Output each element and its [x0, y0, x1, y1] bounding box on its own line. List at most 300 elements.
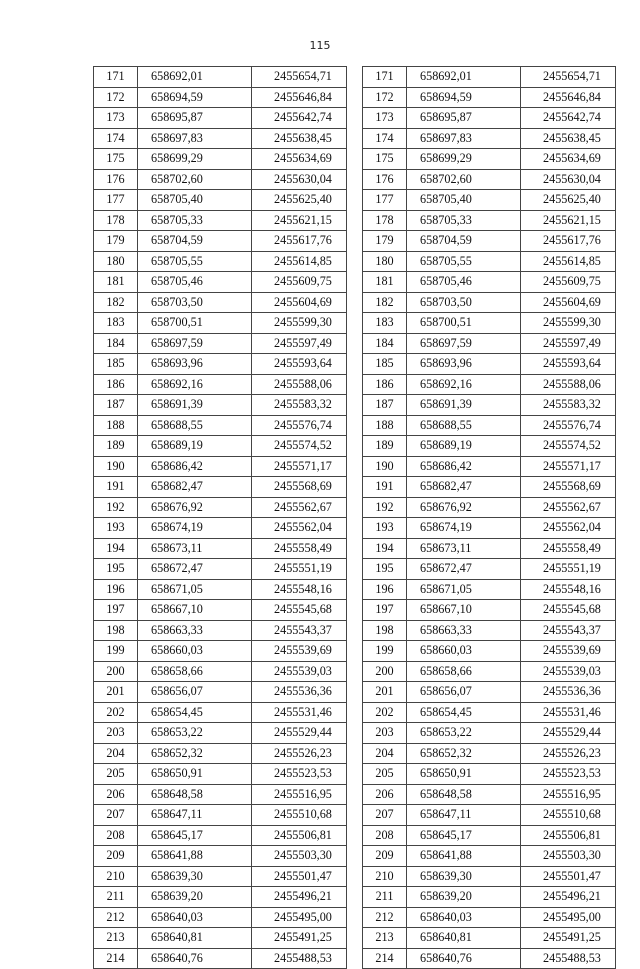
y-coordinate-cell: 2455609,75 [521, 272, 616, 293]
x-coordinate-cell: 658689,19 [407, 436, 521, 457]
x-coordinate-cell: 658640,03 [138, 907, 252, 928]
point-number-cell: 203 [94, 723, 138, 744]
table-row [363, 374, 616, 395]
x-coordinate-cell: 658697,59 [138, 333, 252, 354]
y-coordinate-cell: 2455568,69 [252, 477, 347, 498]
table-row [94, 251, 347, 272]
point-number-cell: 201 [94, 682, 138, 703]
table-row [363, 415, 616, 436]
table-row [363, 579, 616, 600]
point-number-cell: 175 [363, 149, 407, 170]
point-number-cell: 186 [363, 374, 407, 395]
point-number-cell: 206 [363, 784, 407, 805]
point-number-cell: 178 [363, 210, 407, 231]
point-number-cell: 190 [363, 456, 407, 477]
x-coordinate-cell: 658645,17 [138, 825, 252, 846]
table-row [94, 374, 347, 395]
x-coordinate-cell: 658672,47 [138, 559, 252, 580]
y-coordinate-cell: 2455488,53 [252, 948, 347, 969]
x-coordinate-cell: 658705,55 [138, 251, 252, 272]
table-row [94, 846, 347, 867]
point-number-cell: 187 [363, 395, 407, 416]
coordinates-table-right [362, 66, 616, 969]
y-coordinate-cell: 2455495,00 [252, 907, 347, 928]
point-number-cell: 177 [363, 190, 407, 211]
x-coordinate-cell: 658672,47 [407, 559, 521, 580]
table-row [94, 702, 347, 723]
table-row [363, 948, 616, 969]
y-coordinate-cell: 2455516,95 [521, 784, 616, 805]
x-coordinate-cell: 658697,83 [138, 128, 252, 149]
x-coordinate-cell: 658705,33 [407, 210, 521, 231]
x-coordinate-cell: 658650,91 [407, 764, 521, 785]
table-row [94, 395, 347, 416]
x-coordinate-cell: 658640,81 [407, 928, 521, 949]
y-coordinate-cell: 2455529,44 [252, 723, 347, 744]
y-coordinate-cell: 2455543,37 [252, 620, 347, 641]
point-number-cell: 196 [94, 579, 138, 600]
x-coordinate-cell: 658691,39 [407, 395, 521, 416]
y-coordinate-cell: 2455510,68 [252, 805, 347, 826]
point-number-cell: 192 [363, 497, 407, 518]
point-number-cell: 185 [363, 354, 407, 375]
x-coordinate-cell: 658654,45 [407, 702, 521, 723]
y-coordinate-cell: 2455630,04 [521, 169, 616, 190]
point-number-cell: 199 [94, 641, 138, 662]
y-coordinate-cell: 2455562,04 [521, 518, 616, 539]
table-row [94, 456, 347, 477]
x-coordinate-cell: 658700,51 [407, 313, 521, 334]
x-coordinate-cell: 658640,76 [138, 948, 252, 969]
x-coordinate-cell: 658640,76 [407, 948, 521, 969]
x-coordinate-cell: 658648,58 [138, 784, 252, 805]
y-coordinate-cell: 2455597,49 [521, 333, 616, 354]
x-coordinate-cell: 658692,01 [138, 67, 252, 88]
coordinates-table-left [93, 66, 347, 969]
y-coordinate-cell: 2455568,69 [521, 477, 616, 498]
x-coordinate-cell: 658639,20 [407, 887, 521, 908]
point-number-cell: 176 [94, 169, 138, 190]
y-coordinate-cell: 2455506,81 [252, 825, 347, 846]
table-row [94, 907, 347, 928]
point-number-cell: 209 [94, 846, 138, 867]
y-coordinate-cell: 2455496,21 [252, 887, 347, 908]
y-coordinate-cell: 2455536,36 [252, 682, 347, 703]
table-row [94, 313, 347, 334]
table-row [363, 702, 616, 723]
y-coordinate-cell: 2455523,53 [521, 764, 616, 785]
table-row [94, 825, 347, 846]
table-row [363, 559, 616, 580]
x-coordinate-cell: 658705,55 [407, 251, 521, 272]
table-row [94, 559, 347, 580]
table-row [363, 538, 616, 559]
point-number-cell: 190 [94, 456, 138, 477]
point-number-cell: 210 [94, 866, 138, 887]
table-row [94, 87, 347, 108]
point-number-cell: 213 [363, 928, 407, 949]
y-coordinate-cell: 2455646,84 [252, 87, 347, 108]
point-number-cell: 208 [94, 825, 138, 846]
table-row [94, 333, 347, 354]
y-coordinate-cell: 2455501,47 [252, 866, 347, 887]
table-row [363, 313, 616, 334]
x-coordinate-cell: 658647,11 [407, 805, 521, 826]
table-row [94, 641, 347, 662]
table-row [94, 108, 347, 129]
table-row [363, 251, 616, 272]
point-number-cell: 183 [94, 313, 138, 334]
y-coordinate-cell: 2455593,64 [252, 354, 347, 375]
x-coordinate-cell: 658648,58 [407, 784, 521, 805]
x-coordinate-cell: 658641,88 [407, 846, 521, 867]
y-coordinate-cell: 2455491,25 [521, 928, 616, 949]
table-row [363, 190, 616, 211]
y-coordinate-cell: 2455614,85 [521, 251, 616, 272]
table-row [363, 887, 616, 908]
y-coordinate-cell: 2455501,47 [521, 866, 616, 887]
y-coordinate-cell: 2455642,74 [252, 108, 347, 129]
y-coordinate-cell: 2455488,53 [521, 948, 616, 969]
y-coordinate-cell: 2455545,68 [252, 600, 347, 621]
point-number-cell: 182 [94, 292, 138, 313]
point-number-cell: 181 [363, 272, 407, 293]
x-coordinate-cell: 658702,60 [407, 169, 521, 190]
table-row [94, 887, 347, 908]
table-row [363, 169, 616, 190]
y-coordinate-cell: 2455634,69 [521, 149, 616, 170]
x-coordinate-cell: 658686,42 [138, 456, 252, 477]
point-number-cell: 172 [363, 87, 407, 108]
point-number-cell: 174 [363, 128, 407, 149]
x-coordinate-cell: 658640,81 [138, 928, 252, 949]
x-coordinate-cell: 658693,96 [407, 354, 521, 375]
point-number-cell: 194 [363, 538, 407, 559]
y-coordinate-cell: 2455531,46 [252, 702, 347, 723]
point-number-cell: 180 [363, 251, 407, 272]
x-coordinate-cell: 658695,87 [407, 108, 521, 129]
table-row [363, 641, 616, 662]
x-coordinate-cell: 658697,59 [407, 333, 521, 354]
x-coordinate-cell: 658697,83 [407, 128, 521, 149]
x-coordinate-cell: 658692,16 [407, 374, 521, 395]
y-coordinate-cell: 2455654,71 [252, 67, 347, 88]
point-number-cell: 207 [363, 805, 407, 826]
table-row [363, 620, 616, 641]
table-row [363, 846, 616, 867]
x-coordinate-cell: 658676,92 [138, 497, 252, 518]
y-coordinate-cell: 2455614,85 [252, 251, 347, 272]
point-number-cell: 173 [94, 108, 138, 129]
point-number-cell: 193 [94, 518, 138, 539]
point-number-cell: 197 [94, 600, 138, 621]
table-row [94, 620, 347, 641]
table-row [94, 272, 347, 293]
point-number-cell: 212 [363, 907, 407, 928]
table-row [363, 292, 616, 313]
y-coordinate-cell: 2455638,45 [252, 128, 347, 149]
table-row [94, 784, 347, 805]
point-number-cell: 197 [363, 600, 407, 621]
table-row [363, 128, 616, 149]
point-number-cell: 212 [94, 907, 138, 928]
point-number-cell: 202 [363, 702, 407, 723]
table-row [363, 87, 616, 108]
point-number-cell: 189 [94, 436, 138, 457]
table-row [94, 600, 347, 621]
table-row [94, 415, 347, 436]
point-number-cell: 199 [363, 641, 407, 662]
point-number-cell: 195 [363, 559, 407, 580]
y-coordinate-cell: 2455526,23 [252, 743, 347, 764]
y-coordinate-cell: 2455510,68 [521, 805, 616, 826]
point-number-cell: 172 [94, 87, 138, 108]
x-coordinate-cell: 658667,10 [138, 600, 252, 621]
table-row [363, 866, 616, 887]
x-coordinate-cell: 658656,07 [138, 682, 252, 703]
y-coordinate-cell: 2455617,76 [521, 231, 616, 252]
x-coordinate-cell: 658653,22 [138, 723, 252, 744]
y-coordinate-cell: 2455539,03 [521, 661, 616, 682]
table-row [363, 518, 616, 539]
x-coordinate-cell: 658673,11 [138, 538, 252, 559]
point-number-cell: 192 [94, 497, 138, 518]
point-number-cell: 175 [94, 149, 138, 170]
x-coordinate-cell: 658658,66 [407, 661, 521, 682]
point-number-cell: 178 [94, 210, 138, 231]
point-number-cell: 196 [363, 579, 407, 600]
point-number-cell: 185 [94, 354, 138, 375]
y-coordinate-cell: 2455548,16 [521, 579, 616, 600]
y-coordinate-cell: 2455583,32 [252, 395, 347, 416]
x-coordinate-cell: 658640,03 [407, 907, 521, 928]
y-coordinate-cell: 2455625,40 [252, 190, 347, 211]
y-coordinate-cell: 2455642,74 [521, 108, 616, 129]
x-coordinate-cell: 658689,19 [138, 436, 252, 457]
x-coordinate-cell: 658686,42 [407, 456, 521, 477]
point-number-cell: 182 [363, 292, 407, 313]
table-row [94, 210, 347, 231]
table-row [94, 518, 347, 539]
x-coordinate-cell: 658652,32 [138, 743, 252, 764]
x-coordinate-cell: 658641,88 [138, 846, 252, 867]
y-coordinate-cell: 2455638,45 [521, 128, 616, 149]
table-row [363, 210, 616, 231]
point-number-cell: 203 [363, 723, 407, 744]
x-coordinate-cell: 658656,07 [407, 682, 521, 703]
point-number-cell: 202 [94, 702, 138, 723]
x-coordinate-cell: 658654,45 [138, 702, 252, 723]
table-row [94, 190, 347, 211]
point-number-cell: 183 [363, 313, 407, 334]
table-row [363, 743, 616, 764]
table-row [363, 272, 616, 293]
y-coordinate-cell: 2455646,84 [521, 87, 616, 108]
point-number-cell: 177 [94, 190, 138, 211]
table-row [363, 231, 616, 252]
y-coordinate-cell: 2455588,06 [252, 374, 347, 395]
point-number-cell: 200 [363, 661, 407, 682]
y-coordinate-cell: 2455621,15 [252, 210, 347, 231]
point-number-cell: 184 [94, 333, 138, 354]
x-coordinate-cell: 658660,03 [138, 641, 252, 662]
table-row [363, 661, 616, 682]
x-coordinate-cell: 658688,55 [407, 415, 521, 436]
y-coordinate-cell: 2455491,25 [252, 928, 347, 949]
table-row [94, 497, 347, 518]
table-row [363, 825, 616, 846]
x-coordinate-cell: 658660,03 [407, 641, 521, 662]
x-coordinate-cell: 658663,33 [407, 620, 521, 641]
y-coordinate-cell: 2455558,49 [521, 538, 616, 559]
point-number-cell: 189 [363, 436, 407, 457]
table-row [363, 784, 616, 805]
x-coordinate-cell: 658703,50 [407, 292, 521, 313]
point-number-cell: 171 [94, 67, 138, 88]
y-coordinate-cell: 2455536,36 [521, 682, 616, 703]
page-number: 115 [309, 39, 331, 52]
table-row [363, 333, 616, 354]
y-coordinate-cell: 2455539,69 [521, 641, 616, 662]
table-row [363, 764, 616, 785]
y-coordinate-cell: 2455576,74 [252, 415, 347, 436]
x-coordinate-cell: 658674,19 [407, 518, 521, 539]
table-row [94, 805, 347, 826]
y-coordinate-cell: 2455571,17 [521, 456, 616, 477]
point-number-cell: 214 [94, 948, 138, 969]
point-number-cell: 187 [94, 395, 138, 416]
y-coordinate-cell: 2455523,53 [252, 764, 347, 785]
x-coordinate-cell: 658702,60 [138, 169, 252, 190]
point-number-cell: 209 [363, 846, 407, 867]
x-coordinate-cell: 658693,96 [138, 354, 252, 375]
table-row [363, 497, 616, 518]
x-coordinate-cell: 658645,17 [407, 825, 521, 846]
x-coordinate-cell: 658639,30 [138, 866, 252, 887]
y-coordinate-cell: 2455558,49 [252, 538, 347, 559]
x-coordinate-cell: 658691,39 [138, 395, 252, 416]
x-coordinate-cell: 658704,59 [407, 231, 521, 252]
point-number-cell: 211 [94, 887, 138, 908]
point-number-cell: 173 [363, 108, 407, 129]
y-coordinate-cell: 2455588,06 [521, 374, 616, 395]
x-coordinate-cell: 658650,91 [138, 764, 252, 785]
y-coordinate-cell: 2455503,30 [252, 846, 347, 867]
x-coordinate-cell: 658639,30 [407, 866, 521, 887]
y-coordinate-cell: 2455597,49 [252, 333, 347, 354]
table-row [94, 723, 347, 744]
x-coordinate-cell: 658653,22 [407, 723, 521, 744]
point-number-cell: 180 [94, 251, 138, 272]
point-number-cell: 176 [363, 169, 407, 190]
point-number-cell: 207 [94, 805, 138, 826]
table-row [94, 477, 347, 498]
table-row [363, 149, 616, 170]
y-coordinate-cell: 2455496,21 [521, 887, 616, 908]
table-row [94, 682, 347, 703]
x-coordinate-cell: 658682,47 [138, 477, 252, 498]
y-coordinate-cell: 2455599,30 [521, 313, 616, 334]
table-row [94, 149, 347, 170]
y-coordinate-cell: 2455625,40 [521, 190, 616, 211]
y-coordinate-cell: 2455548,16 [252, 579, 347, 600]
point-number-cell: 193 [363, 518, 407, 539]
point-number-cell: 204 [94, 743, 138, 764]
y-coordinate-cell: 2455551,19 [521, 559, 616, 580]
table-row [363, 723, 616, 744]
y-coordinate-cell: 2455574,52 [521, 436, 616, 457]
x-coordinate-cell: 658639,20 [138, 887, 252, 908]
x-coordinate-cell: 658692,01 [407, 67, 521, 88]
x-coordinate-cell: 658663,33 [138, 620, 252, 641]
y-coordinate-cell: 2455562,04 [252, 518, 347, 539]
y-coordinate-cell: 2455495,00 [521, 907, 616, 928]
table-row [94, 928, 347, 949]
point-number-cell: 213 [94, 928, 138, 949]
point-number-cell: 184 [363, 333, 407, 354]
table-row [94, 128, 347, 149]
point-number-cell: 194 [94, 538, 138, 559]
point-number-cell: 186 [94, 374, 138, 395]
x-coordinate-cell: 658671,05 [407, 579, 521, 600]
table-row [363, 395, 616, 416]
y-coordinate-cell: 2455617,76 [252, 231, 347, 252]
table-row [363, 67, 616, 88]
table-row [94, 292, 347, 313]
point-number-cell: 174 [94, 128, 138, 149]
x-coordinate-cell: 658647,11 [138, 805, 252, 826]
table-row [363, 907, 616, 928]
y-coordinate-cell: 2455545,68 [521, 600, 616, 621]
x-coordinate-cell: 658671,05 [138, 579, 252, 600]
x-coordinate-cell: 658699,29 [138, 149, 252, 170]
x-coordinate-cell: 658673,11 [407, 538, 521, 559]
table-row [94, 538, 347, 559]
y-coordinate-cell: 2455604,69 [252, 292, 347, 313]
x-coordinate-cell: 658692,16 [138, 374, 252, 395]
table-row [363, 354, 616, 375]
point-number-cell: 181 [94, 272, 138, 293]
x-coordinate-cell: 658682,47 [407, 477, 521, 498]
x-coordinate-cell: 658703,50 [138, 292, 252, 313]
point-number-cell: 191 [363, 477, 407, 498]
point-number-cell: 195 [94, 559, 138, 580]
table-row [363, 436, 616, 457]
y-coordinate-cell: 2455599,30 [252, 313, 347, 334]
point-number-cell: 200 [94, 661, 138, 682]
x-coordinate-cell: 658705,46 [138, 272, 252, 293]
table-row [94, 169, 347, 190]
point-number-cell: 206 [94, 784, 138, 805]
y-coordinate-cell: 2455539,03 [252, 661, 347, 682]
table-row [94, 231, 347, 252]
x-coordinate-cell: 658705,40 [407, 190, 521, 211]
point-number-cell: 171 [363, 67, 407, 88]
x-coordinate-cell: 658688,55 [138, 415, 252, 436]
y-coordinate-cell: 2455621,15 [521, 210, 616, 231]
point-number-cell: 179 [94, 231, 138, 252]
x-coordinate-cell: 658676,92 [407, 497, 521, 518]
y-coordinate-cell: 2455604,69 [521, 292, 616, 313]
y-coordinate-cell: 2455551,19 [252, 559, 347, 580]
y-coordinate-cell: 2455609,75 [252, 272, 347, 293]
table-row [94, 948, 347, 969]
point-number-cell: 211 [363, 887, 407, 908]
point-number-cell: 210 [363, 866, 407, 887]
y-coordinate-cell: 2455562,67 [252, 497, 347, 518]
y-coordinate-cell: 2455630,04 [252, 169, 347, 190]
x-coordinate-cell: 658705,40 [138, 190, 252, 211]
